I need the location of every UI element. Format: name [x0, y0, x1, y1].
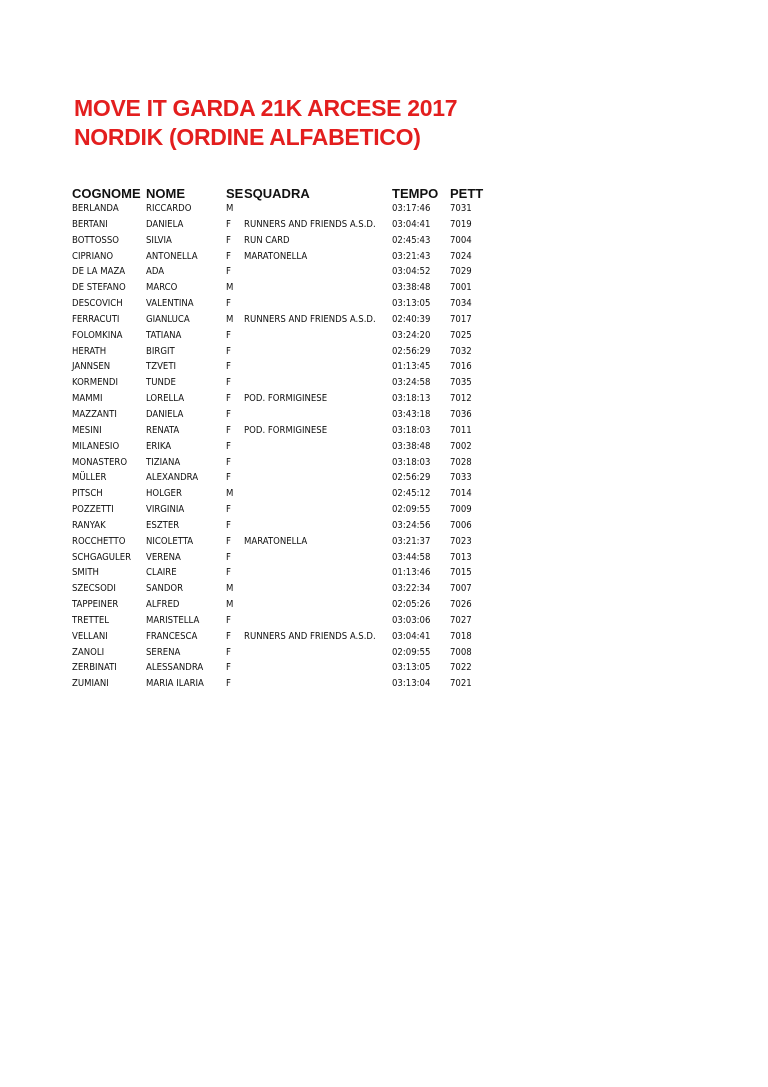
- cell-cognome: MILANESIO: [72, 440, 120, 452]
- cell-pett: 7001: [450, 282, 472, 294]
- cell-nome: SILVIA: [146, 234, 172, 246]
- cell-cognome: ZERBINATI: [72, 662, 117, 674]
- cell-pett: 7021: [450, 678, 472, 690]
- cell-tempo: 03:43:18: [392, 408, 431, 420]
- cell-se: F: [226, 630, 231, 642]
- cell-pett: 7032: [450, 345, 472, 357]
- table-row: [72, 597, 490, 613]
- cell-tempo: 02:09:55: [392, 646, 431, 658]
- cell-se: F: [226, 393, 231, 405]
- cell-cognome: DE LA MAZA: [72, 266, 126, 278]
- cell-tempo: 03:44:58: [392, 551, 431, 563]
- cell-squadra: [244, 660, 392, 676]
- cell-cognome: DESCOVICH: [72, 298, 123, 310]
- cell-se: F: [226, 646, 231, 658]
- cell-squadra: [244, 581, 392, 597]
- cell-tempo: 03:18:03: [392, 424, 431, 436]
- cell-cognome: RANYAK: [72, 519, 106, 531]
- table-row: [72, 391, 490, 407]
- cell-se: F: [226, 329, 231, 341]
- cell-nome: HOLGER: [146, 488, 182, 500]
- table-row: [72, 344, 490, 360]
- cell-tempo: 03:21:43: [392, 250, 431, 262]
- cell-pett: 7009: [450, 504, 472, 516]
- cell-nome: TATIANA: [146, 329, 182, 341]
- cell-squadra: [244, 645, 392, 661]
- cell-nome: MARCO: [146, 282, 178, 294]
- cell-nome: SERENA: [146, 646, 181, 658]
- header-tempo: TEMPO: [392, 186, 439, 201]
- cell-cognome: TRETTEL: [72, 614, 109, 626]
- cell-squadra: MARATONELLA: [244, 250, 308, 262]
- cell-pett: 7034: [450, 298, 472, 310]
- table-row: [72, 660, 490, 676]
- cell-nome: FRANCESCA: [146, 630, 198, 642]
- cell-pett: 7008: [450, 646, 472, 658]
- table-row: [72, 296, 490, 312]
- cell-se: F: [226, 440, 231, 452]
- table-row: [72, 550, 490, 566]
- cell-cognome: FERRACUTI: [72, 313, 120, 325]
- cell-tempo: 02:40:39: [392, 313, 431, 325]
- cell-se: M: [226, 313, 234, 325]
- cell-tempo: 03:38:48: [392, 282, 431, 294]
- cell-tempo: 02:45:12: [392, 488, 431, 500]
- table-row: [72, 486, 490, 502]
- cell-pett: 7022: [450, 662, 472, 674]
- cell-cognome: KORMENDI: [72, 377, 119, 389]
- cell-se: F: [226, 678, 231, 690]
- cell-cognome: SZECSODI: [72, 583, 116, 595]
- cell-squadra: [244, 502, 392, 518]
- document-title: MOVE IT GARDA 21K ARCESE 2017: [74, 95, 458, 121]
- cell-squadra: [244, 455, 392, 471]
- table-row: [72, 359, 490, 375]
- table-row: [72, 629, 490, 645]
- cell-pett: 7011: [450, 424, 472, 436]
- cell-se: F: [226, 377, 231, 389]
- cell-cognome: BERLANDA: [72, 203, 119, 214]
- header-nome: NOME: [146, 186, 185, 201]
- cell-squadra: [244, 597, 392, 613]
- cell-tempo: 03:13:05: [392, 662, 431, 674]
- cell-cognome: MAMMI: [72, 393, 103, 405]
- table-row: [72, 455, 490, 471]
- table-row: [72, 470, 490, 486]
- cell-nome: DANIELA: [146, 408, 184, 420]
- cell-pett: 7018: [450, 630, 472, 642]
- cell-pett: 7025: [450, 329, 472, 341]
- cell-squadra: [244, 328, 392, 344]
- cell-nome: VIRGINIA: [146, 504, 185, 516]
- cell-squadra: [244, 470, 392, 486]
- cell-cognome: DE STEFANO: [72, 282, 126, 294]
- cell-tempo: 03:38:48: [392, 440, 431, 452]
- cell-se: M: [226, 583, 234, 595]
- cell-nome: BIRGIT: [146, 345, 175, 357]
- cell-cognome: JANNSEN: [72, 361, 111, 373]
- cell-pett: 7004: [450, 234, 472, 246]
- cell-se: F: [226, 456, 231, 468]
- cell-cognome: ZUMIANI: [72, 678, 109, 690]
- cell-squadra: POD. FORMIGINESE: [244, 424, 328, 436]
- cell-nome: GIANLUCA: [146, 313, 190, 325]
- cell-squadra: [244, 676, 392, 692]
- cell-cognome: MÜLLER: [72, 472, 107, 484]
- table-row: [72, 407, 490, 423]
- cell-squadra: [244, 486, 392, 502]
- cell-pett: 7002: [450, 440, 472, 452]
- cell-squadra: MARATONELLA: [244, 535, 308, 547]
- cell-tempo: 03:21:37: [392, 535, 431, 547]
- cell-se: F: [226, 250, 231, 262]
- cell-se: F: [226, 662, 231, 674]
- cell-pett: 7023: [450, 535, 472, 547]
- cell-se: M: [226, 282, 234, 294]
- table-row: [72, 565, 490, 581]
- table-row: [72, 280, 490, 296]
- cell-pett: 7027: [450, 614, 472, 626]
- cell-cognome: TAPPEINER: [72, 599, 119, 611]
- cell-tempo: 02:56:29: [392, 345, 431, 357]
- cell-squadra: [244, 344, 392, 360]
- cell-pett: 7026: [450, 599, 472, 611]
- cell-nome: CLAIRE: [146, 567, 177, 579]
- cell-squadra: [244, 407, 392, 423]
- cell-pett: 7013: [450, 551, 472, 563]
- cell-nome: NICOLETTA: [146, 535, 194, 547]
- table-row: [72, 201, 490, 217]
- cell-nome: TUNDE: [146, 377, 176, 389]
- table-header-row: [72, 181, 490, 201]
- cell-pett: 7015: [450, 567, 472, 579]
- cell-tempo: 02:09:55: [392, 504, 431, 516]
- cell-nome: MARISTELLA: [146, 614, 200, 626]
- document-subtitle: NORDIK (ORDINE ALFABETICO): [74, 124, 421, 150]
- cell-squadra: [244, 359, 392, 375]
- table-row: [72, 518, 490, 534]
- cell-squadra: RUNNERS AND FRIENDS A.S.D.: [244, 218, 376, 230]
- cell-cognome: POZZETTI: [72, 504, 114, 516]
- cell-pett: 7006: [450, 519, 472, 531]
- cell-tempo: 03:04:52: [392, 266, 431, 278]
- cell-tempo: 03:17:46: [392, 203, 431, 214]
- cell-nome: SANDOR: [146, 583, 184, 595]
- cell-pett: 7031: [450, 203, 472, 214]
- cell-tempo: 03:18:03: [392, 456, 431, 468]
- cell-nome: ALFRED: [146, 599, 180, 611]
- cell-pett: 7019: [450, 218, 472, 230]
- cell-se: F: [226, 345, 231, 357]
- cell-se: F: [226, 504, 231, 516]
- cell-squadra: [244, 613, 392, 629]
- cell-cognome: ROCCHETTO: [72, 535, 126, 547]
- cell-cognome: HERATH: [72, 345, 107, 357]
- cell-nome: ANTONELLA: [146, 250, 198, 262]
- cell-squadra: POD. FORMIGINESE: [244, 393, 328, 405]
- cell-se: F: [226, 535, 231, 547]
- cell-tempo: 01:13:46: [392, 567, 431, 579]
- table-row: [72, 312, 490, 328]
- cell-cognome: VELLANI: [72, 630, 108, 642]
- cell-pett: 7029: [450, 266, 472, 278]
- cell-tempo: 01:13:45: [392, 361, 431, 373]
- cell-pett: 7035: [450, 377, 472, 389]
- table-row: [72, 613, 490, 629]
- table-row: [72, 375, 490, 391]
- table-row: [72, 676, 490, 692]
- cell-cognome: CIPRIANO: [72, 250, 114, 262]
- cell-pett: 7017: [450, 313, 472, 325]
- cell-squadra: [244, 439, 392, 455]
- cell-tempo: 03:03:06: [392, 614, 431, 626]
- cell-nome: VERENA: [146, 551, 181, 563]
- table-row: [72, 423, 490, 439]
- cell-tempo: 03:24:56: [392, 519, 431, 531]
- cell-cognome: BOTTOSSO: [72, 234, 119, 246]
- cell-tempo: 03:18:13: [392, 393, 431, 405]
- header-cognome: COGNOME: [72, 186, 141, 201]
- header-pett: PETT: [450, 186, 484, 201]
- cell-cognome: ZANOLI: [72, 646, 105, 658]
- cell-squadra: [244, 550, 392, 566]
- cell-pett: 7028: [450, 456, 472, 468]
- cell-tempo: 03:24:58: [392, 377, 431, 389]
- cell-nome: RENATA: [146, 424, 180, 436]
- cell-cognome: BERTANI: [72, 218, 108, 230]
- cell-squadra: RUN CARD: [244, 234, 290, 246]
- cell-se: F: [226, 614, 231, 626]
- cell-pett: 7016: [450, 361, 472, 373]
- cell-pett: 7024: [450, 250, 472, 262]
- cell-squadra: [244, 264, 392, 280]
- cell-squadra: [244, 565, 392, 581]
- cell-pett: 7012: [450, 393, 472, 405]
- cell-se: F: [226, 424, 231, 436]
- cell-squadra: RUNNERS AND FRIENDS A.S.D.: [244, 313, 376, 325]
- cell-squadra: [244, 280, 392, 296]
- cell-nome: ALESSANDRA: [146, 662, 204, 674]
- header-squadra: SQUADRA: [244, 186, 310, 201]
- cell-cognome: FOLOMKINA: [72, 329, 123, 341]
- cell-nome: ERIKA: [146, 440, 172, 452]
- cell-cognome: SMITH: [72, 567, 99, 579]
- cell-tempo: 03:24:20: [392, 329, 431, 341]
- results-table: [72, 181, 490, 692]
- table-row: [72, 328, 490, 344]
- cell-se: M: [226, 599, 234, 611]
- cell-pett: 7007: [450, 583, 472, 595]
- cell-cognome: MAZZANTI: [72, 408, 117, 420]
- cell-nome: DANIELA: [146, 218, 184, 230]
- cell-nome: ESZTER: [146, 519, 180, 531]
- cell-nome: ADA: [146, 266, 165, 278]
- table-row: [72, 534, 490, 550]
- cell-pett: 7036: [450, 408, 472, 420]
- cell-cognome: MESINI: [72, 424, 102, 436]
- cell-se: F: [226, 567, 231, 579]
- cell-nome: MARIA ILARIA: [146, 678, 204, 690]
- cell-nome: LORELLA: [146, 393, 185, 405]
- cell-nome: VALENTINA: [146, 298, 194, 310]
- cell-cognome: MONASTERO: [72, 456, 128, 468]
- cell-se: F: [226, 266, 231, 278]
- cell-se: F: [226, 519, 231, 531]
- cell-squadra: [244, 201, 392, 217]
- header-se: SE: [226, 186, 244, 201]
- table-row: [72, 645, 490, 661]
- cell-tempo: 03:04:41: [392, 218, 431, 230]
- table-row: [72, 233, 490, 249]
- cell-se: M: [226, 203, 234, 214]
- cell-se: F: [226, 408, 231, 420]
- table-row: [72, 217, 490, 233]
- table-row: [72, 502, 490, 518]
- cell-squadra: [244, 296, 392, 312]
- table-row: [72, 249, 490, 265]
- cell-squadra: [244, 518, 392, 534]
- cell-cognome: SCHGAGULER: [72, 551, 132, 563]
- cell-tempo: 02:56:29: [392, 472, 431, 484]
- cell-nome: RICCARDO: [146, 203, 192, 214]
- cell-tempo: 03:13:05: [392, 298, 431, 310]
- table-row: [72, 264, 490, 280]
- cell-se: M: [226, 488, 234, 500]
- cell-cognome: PITSCH: [72, 488, 103, 500]
- cell-nome: ALEXANDRA: [146, 472, 199, 484]
- cell-pett: 7033: [450, 472, 472, 484]
- cell-nome: TIZIANA: [146, 456, 181, 468]
- cell-tempo: 03:13:04: [392, 678, 431, 690]
- cell-tempo: 03:22:34: [392, 583, 431, 595]
- cell-se: F: [226, 218, 231, 230]
- cell-nome: TZVETI: [146, 361, 177, 373]
- cell-tempo: 02:45:43: [392, 234, 431, 246]
- cell-se: F: [226, 234, 231, 246]
- table-row: [72, 439, 490, 455]
- cell-pett: 7014: [450, 488, 472, 500]
- cell-squadra: [244, 375, 392, 391]
- table-row: [72, 581, 490, 597]
- cell-se: F: [226, 298, 231, 310]
- cell-squadra: RUNNERS AND FRIENDS A.S.D.: [244, 630, 376, 642]
- cell-se: F: [226, 361, 231, 373]
- cell-se: F: [226, 472, 231, 484]
- cell-tempo: 03:04:41: [392, 630, 431, 642]
- results-body: [72, 201, 490, 692]
- cell-tempo: 02:05:26: [392, 599, 431, 611]
- cell-se: F: [226, 551, 231, 563]
